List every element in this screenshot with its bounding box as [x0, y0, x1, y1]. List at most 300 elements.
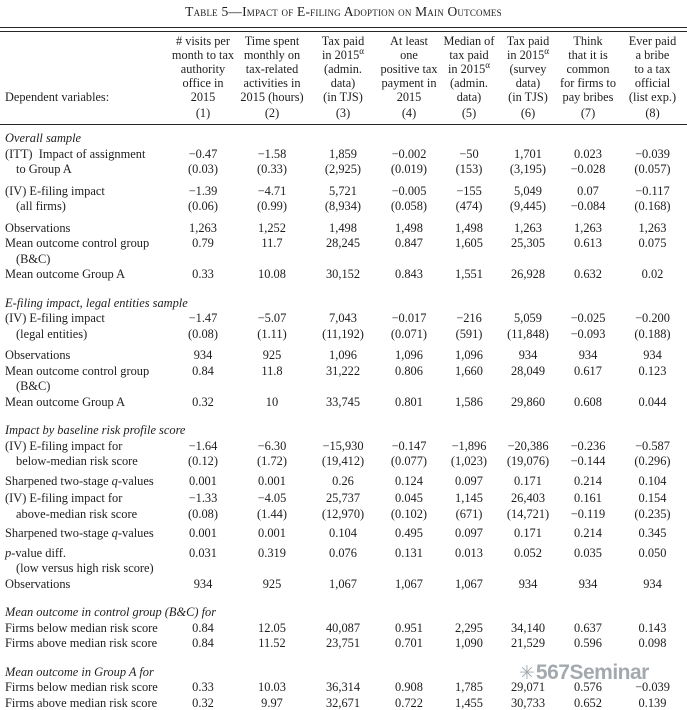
section-label: Impact by baseline risk profile score [5, 423, 186, 437]
cell-col-2: (1.44) [257, 506, 287, 521]
cell-col-7: 0.214 [574, 526, 602, 540]
column-header-4 [378, 34, 440, 104]
cell-col-7: 0.632 [574, 267, 602, 281]
table-row [0, 526, 687, 546]
section-label: Mean outcome in Group A for [5, 664, 154, 679]
column-header-line: a bribe [635, 48, 670, 62]
column-number-3: (3) [335, 106, 351, 120]
cell-col-1: 0.031 [189, 545, 217, 560]
column-header-line: Ever paid [628, 34, 677, 48]
cell-col-1: 1,263 [189, 220, 217, 235]
cell-col-4: 0.801 [395, 394, 423, 409]
column-header-8 [618, 34, 687, 104]
cell-col-3: 32,671 [325, 695, 361, 710]
cell-col-7: 1,263 [574, 220, 602, 235]
cell-col-7: 0.652 [574, 695, 602, 710]
cell-col-4: 0.908 [395, 680, 423, 694]
cell-col-1: 0.001 [189, 526, 217, 540]
cell-col-1: 0.84 [192, 636, 214, 650]
column-header-line: (admin. [450, 76, 488, 90]
cell-col-8: 0.154 [638, 491, 667, 505]
cell-col-7: −0.028 [570, 162, 606, 176]
cell-col-3: 30,152 [325, 267, 361, 281]
cell-col-4: 1,067 [395, 576, 423, 591]
column-header-line: office in [182, 76, 224, 90]
table-row [0, 162, 687, 184]
table-row [0, 546, 687, 562]
column-header-line: data) [456, 90, 482, 104]
column-header-line: data) [515, 76, 541, 90]
column-header-line: month to tax [171, 48, 235, 62]
cell-col-8 [618, 379, 687, 395]
column-header-line: that it is [568, 48, 608, 62]
cell-col-8: 0.143 [638, 620, 667, 635]
table-row [0, 221, 687, 237]
cell-col-6: 5,059 [514, 311, 542, 325]
cell-col-2: (0.33) [257, 162, 287, 176]
cell-col-3 [308, 252, 378, 268]
cell-col-7: 0.214 [574, 473, 602, 488]
cell-col-8: −0.587 [635, 438, 670, 453]
column-numbers-row [0, 104, 687, 125]
cell-col-1: −1.47 [188, 311, 218, 325]
cell-col-1: (0.12) [188, 454, 218, 468]
cell-col-7 [558, 252, 618, 268]
cell-col-7 [558, 561, 618, 577]
cell-col-4: 0.124 [395, 473, 423, 488]
cell-col-4: −0.147 [391, 438, 427, 453]
cell-col-3: (19,412) [321, 454, 365, 468]
cell-col-8: (0.057) [634, 162, 671, 176]
cell-col-2: 0.319 [258, 545, 286, 560]
cell-col-4 [378, 379, 440, 395]
table-row [0, 236, 687, 252]
cell-col-5: 1,586 [455, 394, 483, 409]
column-header-7 [558, 34, 618, 104]
cell-col-4: 0.045 [395, 491, 423, 505]
cell-col-5: (591) [455, 326, 483, 341]
column-header-line: positive tax [380, 62, 438, 76]
cell-col-7: 0.576 [574, 680, 602, 694]
cell-col-1 [170, 252, 236, 268]
cell-col-2: 11.7 [261, 236, 283, 250]
row-label: (B&C) [16, 379, 51, 393]
row-label: (legal entities) [16, 326, 88, 341]
column-number-7: (7) [580, 106, 596, 120]
cell-col-1: (0.03) [188, 162, 218, 176]
cell-col-2: 10.08 [258, 267, 286, 281]
cell-col-6: 25,305 [510, 236, 546, 250]
cell-col-4: 0.847 [395, 236, 423, 250]
table-row [0, 327, 687, 349]
cell-col-3: 7,043 [329, 311, 357, 325]
cell-col-3: 40,087 [325, 620, 361, 635]
cell-col-1: −1.39 [188, 183, 218, 198]
cell-col-4: 0.843 [395, 267, 423, 281]
table-row [0, 474, 687, 492]
cell-col-3: 36,314 [325, 680, 361, 694]
cell-col-2: 12.05 [258, 620, 286, 635]
cell-col-3: (2,925) [324, 162, 362, 176]
table-row [0, 395, 687, 411]
cell-col-5: −50 [459, 146, 479, 161]
cell-col-5: −155 [456, 183, 482, 198]
cell-col-6: 29,860 [510, 394, 546, 409]
table-row [0, 454, 687, 474]
cell-col-8 [618, 561, 687, 577]
column-number-5: (5) [461, 106, 477, 120]
cell-col-2: 11.52 [258, 636, 286, 650]
cell-col-7: 0.161 [574, 491, 602, 505]
cell-col-1 [170, 561, 236, 577]
cell-col-5: −216 [456, 311, 482, 325]
cell-col-6 [498, 561, 558, 577]
row-label: Observations [5, 576, 71, 591]
dependent-variables-label: Dependent variables: [5, 90, 110, 104]
cell-col-4: 0.701 [395, 636, 423, 650]
results-table [0, 34, 687, 710]
row-label: Mean outcome control group [5, 363, 150, 378]
cell-col-5 [440, 252, 498, 268]
cell-col-1: 0.84 [192, 363, 214, 378]
table-header [0, 34, 687, 125]
row-label: (low versus high risk score) [16, 561, 154, 575]
column-header-line: monthly on [243, 48, 301, 62]
cell-col-2: 925 [262, 576, 282, 591]
row-label: above-median risk score [16, 506, 138, 521]
row-label: Mean outcome Group A [5, 394, 126, 409]
column-header-line: for firms to [559, 76, 616, 90]
cell-col-3: 0.26 [332, 473, 354, 488]
cell-col-1 [170, 379, 236, 395]
row-label: (IV) E-filing impact [5, 183, 105, 198]
cell-col-4: −0.017 [391, 311, 427, 325]
cell-col-4: −0.002 [391, 146, 427, 161]
section-label: E-filing impact, legal entities sample [5, 295, 188, 310]
cell-col-7: 934 [578, 348, 598, 362]
row-label: Observations [5, 348, 71, 362]
column-header-line: in $2015^\alpha$ [322, 45, 364, 62]
row-label: Mean outcome Group A [5, 267, 126, 281]
cell-col-2: −4.71 [257, 183, 287, 198]
table-row [0, 199, 687, 221]
column-header-line: tax-related [245, 62, 299, 76]
cell-col-8: 0.050 [638, 545, 667, 560]
table-row [0, 311, 687, 327]
cell-col-6: 29,071 [510, 680, 546, 694]
column-number-6: (6) [520, 106, 536, 120]
empty-cell [0, 104, 170, 125]
cell-col-8: 1,263 [638, 220, 667, 235]
table-row [0, 364, 687, 380]
column-header-6 [498, 34, 558, 104]
column-header-line: one [400, 48, 418, 62]
column-header-line: official [634, 76, 671, 90]
cell-col-5: 1,067 [455, 576, 483, 591]
cell-col-1: 0.84 [192, 620, 214, 635]
cell-col-2: 9.97 [261, 695, 283, 710]
cell-col-2: 1,252 [258, 220, 286, 235]
column-header-5 [440, 34, 498, 104]
cell-col-1: 0.33 [192, 267, 214, 281]
cell-col-5: 1,551 [455, 267, 483, 281]
cell-col-5: (671) [455, 506, 483, 521]
cell-col-8: 934 [643, 348, 662, 362]
column-header-line: Tax paid [506, 34, 550, 48]
cell-col-7: 0.617 [574, 363, 602, 378]
cell-col-2: (1.11) [257, 326, 287, 341]
cell-col-8: 0.044 [638, 394, 667, 409]
cell-col-3: 31,222 [325, 363, 361, 378]
cell-col-4: 0.806 [395, 363, 423, 378]
column-header-line: 2015 (hours) [240, 90, 304, 104]
column-header-line: Tax paid [321, 34, 365, 48]
cell-col-6: (14,721) [506, 506, 550, 521]
snowflake-icon: ✳ [519, 662, 535, 684]
cell-col-5: 1,660 [455, 363, 483, 378]
cell-col-3: 1,067 [329, 576, 357, 591]
cell-col-8: 0.139 [638, 695, 667, 710]
cell-col-8: −0.039 [635, 680, 670, 694]
row-label: (ITT) Impact of assignment [5, 146, 146, 161]
cell-col-2: −1.58 [257, 146, 287, 161]
table-row [0, 621, 687, 637]
cell-col-3: 1,096 [329, 348, 357, 362]
cell-col-8 [618, 252, 687, 268]
cell-col-7: −0.236 [570, 438, 606, 453]
row-label: p-value diff. [5, 545, 67, 560]
cell-col-4: 1,096 [395, 348, 423, 362]
section-row [0, 125, 687, 147]
table-row [0, 696, 687, 710]
cell-col-7: 0.07 [577, 183, 599, 198]
table-row [0, 439, 687, 455]
cell-col-6: 0.052 [514, 545, 542, 560]
top-double-rule [0, 27, 687, 32]
cell-col-4: (0.058) [390, 199, 428, 213]
section-label: Overall sample [5, 131, 82, 145]
cell-col-6: 34,140 [510, 620, 546, 635]
cell-col-4 [378, 561, 440, 577]
section-row [0, 283, 687, 312]
cell-col-7: 0.035 [574, 545, 602, 560]
cell-col-2 [236, 379, 308, 395]
row-label: Sharpened two-stage q-values [5, 473, 154, 488]
cell-col-2 [236, 561, 308, 577]
cell-col-6: 30,733 [510, 695, 546, 710]
cell-col-6: 21,529 [510, 636, 546, 650]
cell-col-2: 11.8 [261, 363, 283, 378]
cell-col-5: (153) [455, 162, 483, 176]
cell-col-6: 5,049 [514, 183, 542, 198]
cell-col-6: (9,445) [509, 199, 547, 213]
row-label: Sharpened two-stage q-values [5, 526, 154, 540]
section-row [0, 652, 687, 681]
row-label: (IV) E-filing impact [5, 311, 105, 325]
column-header-line: Time spent [244, 34, 300, 48]
column-header-line: At least [390, 34, 428, 48]
cell-col-2: 925 [262, 348, 282, 362]
cell-col-4: 1,498 [395, 220, 423, 235]
table-row [0, 636, 687, 652]
cell-col-7: 0.637 [574, 620, 602, 635]
table-row [0, 147, 687, 163]
column-header-line: data) [330, 76, 356, 90]
row-label: (all firms) [16, 199, 66, 213]
cell-col-7: 934 [578, 576, 598, 591]
cell-col-8: −0.039 [635, 146, 670, 161]
cell-col-4: 0.722 [395, 695, 423, 710]
cell-col-6: 0.171 [514, 526, 542, 540]
cell-col-2 [236, 252, 308, 268]
cell-col-7: 0.023 [574, 146, 602, 161]
cell-col-4: (0.077) [390, 454, 428, 468]
section-row [0, 592, 687, 621]
cell-col-2: (1.72) [257, 454, 287, 468]
cell-col-3: 28,245 [325, 236, 361, 250]
column-header-line: (in TJS) [323, 90, 363, 104]
column-header-1 [170, 34, 236, 104]
cell-col-3 [308, 561, 378, 577]
cell-col-2: 10 [265, 394, 279, 409]
table-row [0, 348, 687, 364]
cell-col-6: 1,701 [514, 146, 542, 161]
watermark-label: 567Seminar [535, 661, 649, 684]
cell-col-6: −20,386 [507, 438, 549, 453]
cell-col-6: 26,403 [510, 491, 546, 505]
cell-col-3: 1,498 [329, 220, 357, 235]
column-header-line: in $2015^\alpha$ [448, 59, 490, 76]
cell-col-6 [498, 379, 558, 395]
column-header-line: pay bribes [562, 90, 614, 104]
column-header-line: # visits per [176, 34, 230, 48]
column-number-8: (8) [645, 106, 660, 120]
table-row [0, 267, 687, 283]
row-label: Firms below median risk score [5, 620, 158, 635]
cell-col-7: −0.093 [570, 326, 606, 341]
cell-col-5: (474) [455, 199, 483, 213]
cell-col-4: 0.131 [395, 545, 423, 560]
cell-col-1: 0.001 [189, 473, 217, 488]
cell-col-4 [378, 252, 440, 268]
cell-col-2: 10.03 [258, 680, 286, 694]
cell-col-1: −1.33 [188, 491, 218, 505]
table-row [0, 507, 687, 527]
cell-col-2: −6.30 [257, 438, 287, 453]
table-row [0, 561, 687, 577]
column-header-line: (list exp.) [628, 90, 677, 104]
cell-col-5: 1,498 [455, 220, 483, 235]
section-row [0, 410, 687, 439]
column-number-4: (4) [401, 106, 417, 120]
cell-col-5: 1,090 [455, 636, 483, 650]
cell-col-1: (0.06) [188, 199, 218, 213]
column-header-line: payment in [381, 76, 437, 90]
cell-col-5: 0.097 [455, 526, 483, 540]
cell-col-1: 934 [193, 348, 213, 362]
cell-col-3: 25,737 [325, 491, 361, 505]
cell-col-5: 1,145 [455, 491, 483, 505]
row-label: to Group A [16, 162, 72, 176]
row-label: below-median risk score [16, 454, 138, 468]
column-header-line: (in TJS) [508, 90, 548, 104]
cell-col-3: 5,721 [329, 183, 357, 198]
cell-col-6: 26,928 [510, 267, 546, 281]
cell-col-7: 0.613 [574, 236, 602, 250]
column-header-line: Median of [443, 34, 495, 48]
column-header-line: to a tax [634, 62, 671, 76]
cell-col-1: 0.32 [192, 394, 214, 409]
row-label: Firms above median risk score [5, 695, 158, 710]
cell-col-1: 0.79 [192, 236, 214, 250]
cell-col-5: 1,096 [455, 348, 483, 362]
cell-col-4: 0.495 [395, 526, 423, 540]
cell-col-2: (0.99) [257, 199, 287, 213]
column-number-1: (1) [195, 106, 211, 120]
cell-col-3: 0.104 [329, 526, 357, 540]
cell-col-6: (3,195) [509, 162, 547, 176]
row-label: Firms above median risk score [5, 636, 158, 650]
cell-col-4: (0.019) [390, 162, 428, 176]
cell-col-7: −0.025 [570, 311, 606, 325]
cell-col-1: −0.47 [188, 146, 218, 161]
cell-col-3: 23,751 [325, 636, 361, 650]
column-header-line: tax paid [449, 48, 489, 62]
section-label: Mean outcome in control group (B&C) for [5, 605, 217, 619]
row-label: Observations [5, 220, 71, 235]
cell-col-2: 0.001 [258, 473, 286, 488]
cell-col-5: 0.013 [455, 545, 483, 560]
cell-col-5: 1,785 [455, 680, 483, 694]
cell-col-5: 2,295 [455, 620, 483, 635]
column-headers-row [0, 34, 687, 104]
cell-col-6: 934 [518, 348, 538, 362]
table-body [0, 125, 687, 710]
row-label: Mean outcome control group [5, 236, 150, 250]
column-header-line: authority [180, 62, 226, 76]
row-label: Firms below median risk score [5, 680, 158, 694]
cell-col-3: −15,930 [322, 438, 364, 453]
table-row [0, 379, 687, 395]
cell-col-8: (0.235) [634, 506, 671, 521]
cell-col-1: 0.33 [192, 680, 214, 694]
cell-col-5: 0.097 [455, 473, 483, 488]
cell-col-7: 0.608 [574, 394, 602, 409]
cell-col-8: (0.168) [634, 199, 671, 213]
cell-col-2: −5.07 [257, 311, 287, 325]
cell-col-5: 1,455 [455, 695, 483, 710]
cell-col-5: −1,896 [451, 438, 487, 453]
cell-col-1: 0.32 [192, 695, 214, 710]
cell-col-8: (0.296) [634, 454, 671, 468]
cell-col-6: 0.171 [514, 473, 542, 488]
cell-col-8: 0.123 [638, 363, 667, 378]
table-title: Table 5—Impact of E-filing Adoption on Main Outcomes [185, 4, 502, 19]
cell-col-6: 28,049 [510, 363, 546, 378]
cell-col-6: 934 [518, 576, 538, 591]
cell-col-3: 1,859 [329, 146, 357, 161]
table-row [0, 252, 687, 268]
table-row [0, 491, 687, 507]
cell-col-1: −1.64 [188, 438, 218, 453]
cell-col-5 [440, 561, 498, 577]
cell-col-2: −4.05 [257, 491, 287, 505]
cell-col-4: −0.005 [391, 183, 427, 198]
column-header-line: common [566, 62, 610, 76]
cell-col-3: (12,970) [321, 506, 365, 521]
column-header-line: (survey [509, 62, 547, 76]
cell-col-3: (8,934) [324, 199, 362, 213]
